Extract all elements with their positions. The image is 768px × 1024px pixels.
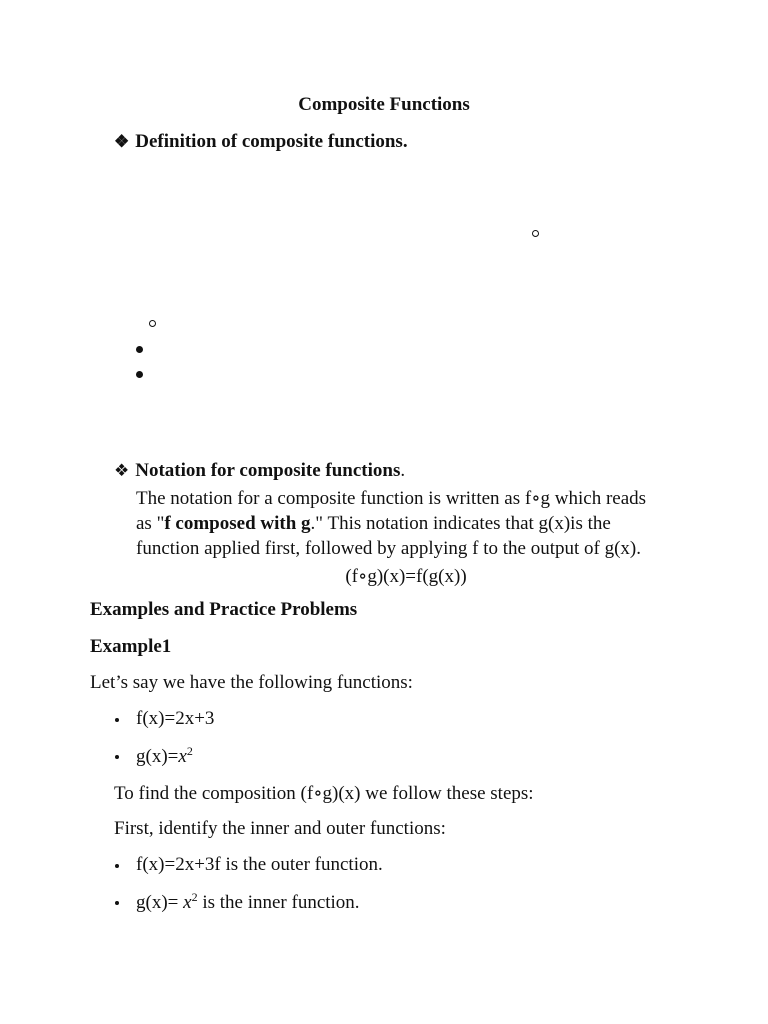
section-notation-heading: [114, 460, 405, 482]
filled-bullet-icon: [136, 371, 143, 378]
notation-paragraph-line-2: [136, 513, 611, 535]
example-intro: Let’s say we have the following functions:: [90, 672, 413, 693]
steps-text: To find the composition (f∘g)(x) we follow these steps:: [114, 783, 534, 804]
inner-suffix: is the inner function.: [197, 892, 360, 913]
inner-function-text: [136, 890, 360, 914]
hollow-bullet-icon: [149, 320, 156, 327]
g-definition: [136, 744, 193, 768]
list-bullet-icon: [115, 718, 119, 722]
composition-formula: (f∘g)(x)=f(g(x)): [345, 566, 467, 587]
outer-function-text: f(x)=2x+3f is the outer function.: [136, 854, 383, 875]
list-bullet-icon: [115, 755, 119, 759]
definition-heading-text: Definition of composite functions.: [135, 131, 408, 152]
g-definition-prefix: g(x)=: [136, 746, 179, 767]
notation-heading-period: .: [400, 460, 406, 481]
notation-line2-bold: f composed with g: [164, 513, 311, 534]
inner-prefix: g(x)=: [136, 892, 184, 913]
notation-line2-prefix: as ": [136, 513, 165, 534]
list-bullet-icon: [115, 864, 119, 868]
notation-line2-suffix: ." This notation indicates that g(x)is the: [310, 513, 611, 534]
inner-exponent: 2: [191, 890, 198, 904]
g-variable: x: [178, 746, 187, 767]
filled-bullet-icon: [136, 346, 143, 353]
notation-paragraph-line-3: function applied first, followed by applying f to the output of g(x).: [136, 538, 641, 559]
page-title: Composite Functions: [298, 94, 470, 115]
g-exponent: 2: [186, 744, 193, 758]
notation-heading-text: Notation for composite functions: [135, 460, 401, 481]
first-step-text: First, identify the inner and outer functions:: [114, 818, 446, 839]
diamond-bullet-icon: ❖: [114, 132, 130, 151]
f-definition: f(x)=2x+3: [136, 708, 215, 729]
section-definition-heading: [114, 131, 408, 153]
list-bullet-icon: [115, 901, 119, 905]
examples-heading: Examples and Practice Problems: [90, 599, 358, 620]
hollow-bullet-icon: [532, 230, 539, 237]
inner-variable: x: [183, 892, 192, 913]
notation-paragraph-line-1: The notation for a composite function is written as f∘g which reads: [136, 488, 647, 509]
diamond-bullet-icon: ❖: [114, 461, 130, 480]
example1-label: Example1: [90, 636, 172, 657]
